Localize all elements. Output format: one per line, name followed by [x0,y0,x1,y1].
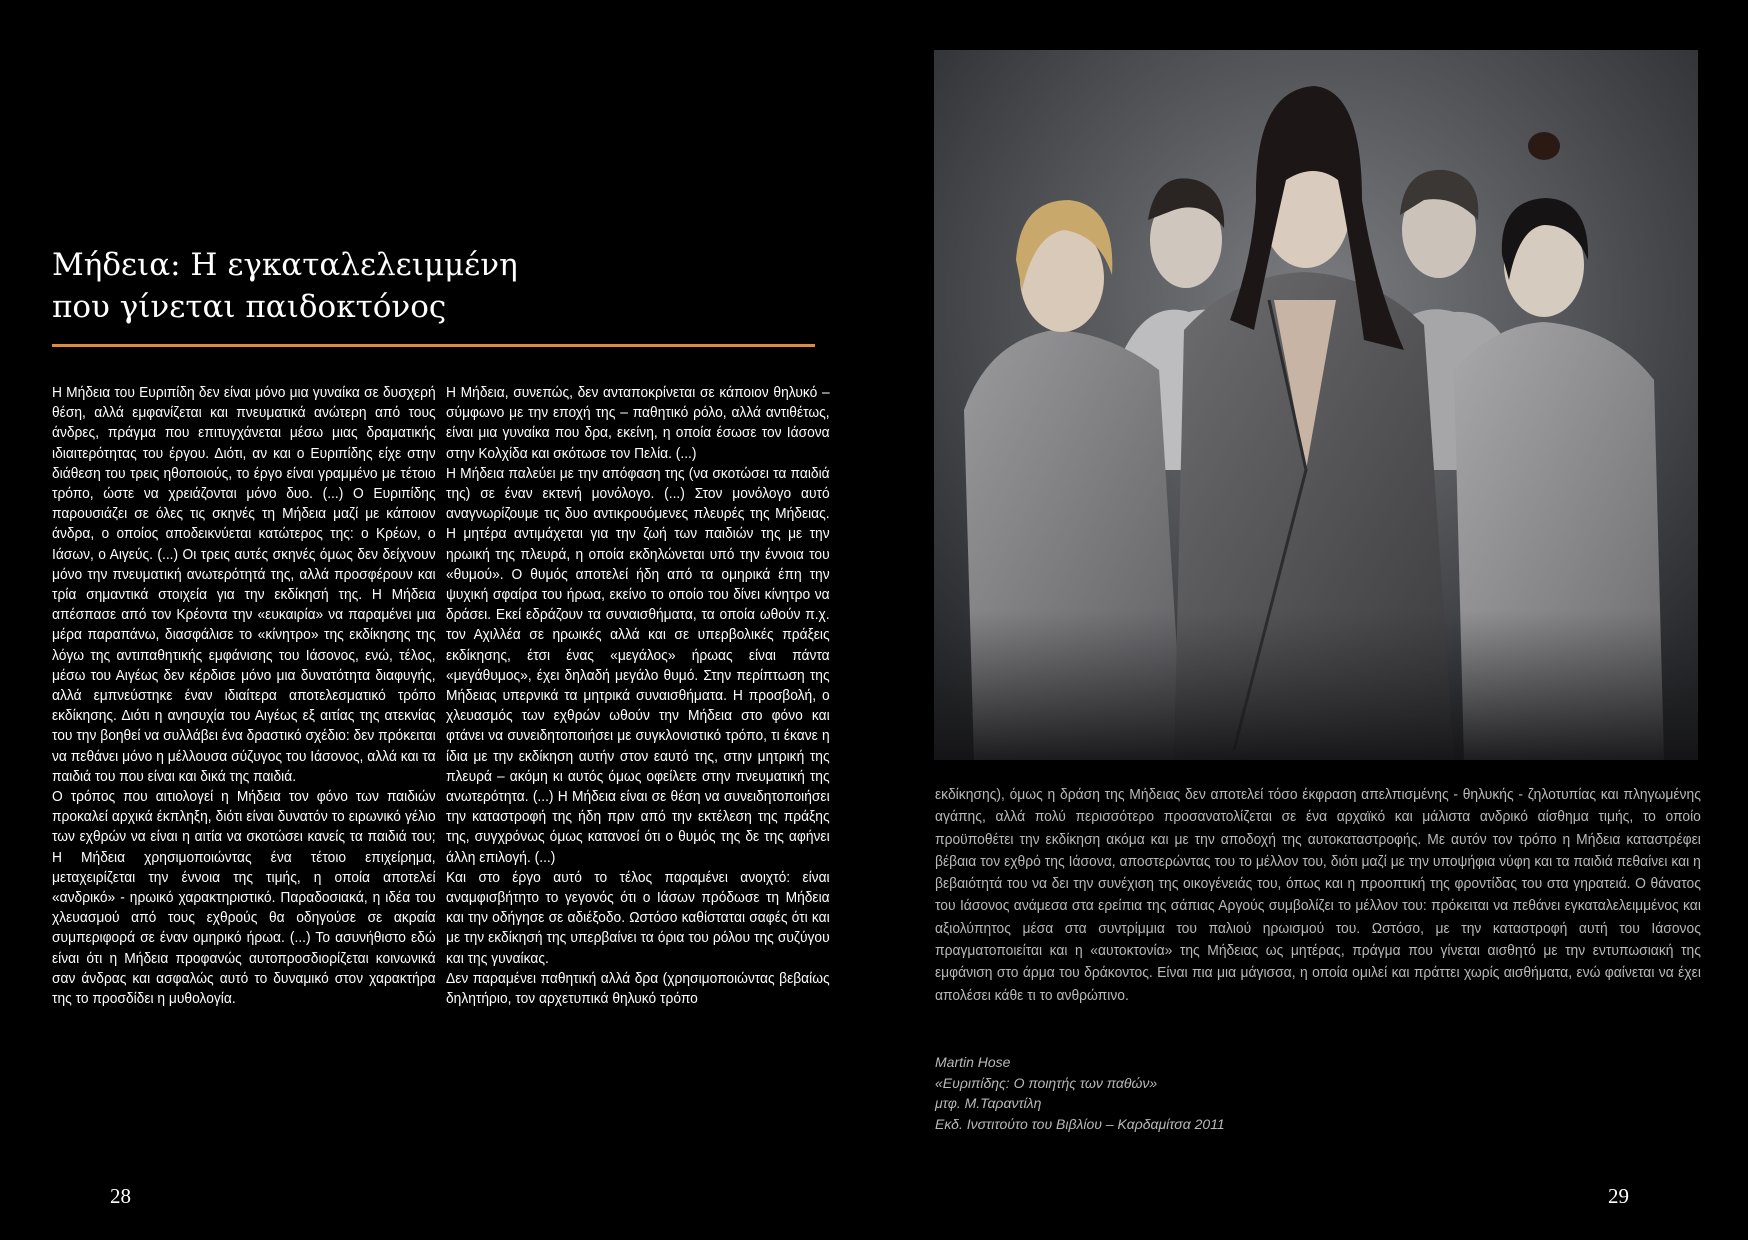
credit-translator: μτφ. Μ.Ταραντίλη [935,1095,1042,1111]
paragraph: Η Μήδεια του Ευριπίδη δεν είναι μόνο μια γυναίκα σε δυσχερή θέση, αλλά εμφανίζεται και πνευματικά ανώτερη από τους άνδρες, πράγμα που επιτυγχάνεται μέσω μιας δραματικής ιδιαιτερότητας του έργου. Διότι, αν και ο Ευριπίδης είχε στην διάθεση του τρεις ηθοποιούς, το έργο είναι γραμμένο με τέτοιο τρόπο, ώστε να χρειάζονται μόνο δυο. (...) Ο Ευριπίδης παρουσιάζει σε όλες τις σκηνές τη Μήδεια μαζί με κάποιον άνδρα, ο οποίος αποδεικνύεται κατώτερος της: ο Κρέων, ο Ιάσων, ο Αιγεύς. (...) Οι τρεις αυτές σκηνές όμως δεν δείχνουν μόνο την πνευματική ανωτερότητά της, αλλά προσφέρουν και τρία σημαντικά στοιχεία για την εκδίκησή της. Η Μήδεια απέσπασε από τον Κρέοντα την «ευκαιρία» να παραμένει μια μέρα παραπάνω, διασφάλισε το «κίνητρο» της εκδίκησης της λόγω της αντιπαθητικής εμφάνισης του Ιάσονος, ενώ, τέλος, μέσω του Αιγέως δεν κέρδισε μόνο μια δυνατότητα διαφυγής, αλλά εμπνεύστηκε έναν ιδιαίτερα αποτελεσματικό τρόπο εκδίκησης. Διότι η ανησυχία του Αιγέως εξ αιτίας της ατεκνίας του την βοηθεί να συλλάβει ένα δραστικό σχέδιο: δεν πρόκειται να πεθάνει μόνο η μέλλουσα σύζυγος του Ιάσονος, αλλά και τα παιδιά του που είναι και δικά της παιδιά. [52,384,436,785]
page-number-left: 28 [110,1184,131,1208]
title-divider [52,344,815,347]
text-column-middle [446,383,830,1009]
paragraph: Η Μήδεια παλεύει με την απόφαση της (να σκοτώσει τα παιδιά της) σε έναν εκτενή μονόλογο. (...) Στον μονόλογο αυτό αναγνωρίζουμε τις δυο αντικρουόμενες πλευρές της Μήδειας. Η μητέρα αντιμάχεται για την ζωή των παιδιών της με την ηρωική της πλευρά, η οποία εκδηλώνεται υπό την έννοια του «θυμού». Ο θυμός αποτελεί ήδη από τα ομηρικά έπη την ψυχική σφαίρα του ήρωα, εκείνο το οποίο του δίνει κίνητρο να δράσει. Εκεί εδράζουν τα συναισθήματα, τα οποία ωθούν π.χ. τον Αχιλλέα σε ηρωικές αλλά και σε υπερβολικές πράξεις εκδίκησης, έτσι ένας «μεγάλος» ήρωας είναι πάντα «μεγάθυμος», έχει δηλαδή μεγάλο θυμό. Στην περίπτωση της Μήδειας υπερνικά τα μητρικά συναισθήματα. Η προσβολή, ο χλευασμός των εχθρών ωθούν την Μήδεια στο φόνο και φτάνει να συνειδητοποιήσει με συγκλονιστικό τρόπο, τι έκανε η ίδια με την εκδίκηση αυτήν στον εαυτό της, στην μητρική της πλευρά – ακόμη κι αυτός όμως οφείλετε στην πνευματική της ανωτερότητα. (...) Η Μήδεια είναι σε θέση να συνειδητοποιήσει την καταστροφή της ήδη πριν από την εκτέλεση της πράξης της, συγχρόνως όμως κατανοεί ότι ο θυμός της δε της αφήνει άλλη επιλογή. (...) [446,464,830,866]
paragraph: Η Μήδεια, συνεπώς, δεν ανταποκρίνεται σε κάποιον θηλυκό – σύμφωνο με την εποχή της – παθητικό ρόλο, αλλά αντιθέτως, είναι μια γυναίκα που δρα, εκείνη, η οποία έσωσε τον Ιάσονα στην Κολχίδα και σκότωσε τον Πελία. (...) [446,384,830,462]
credit-book: «Ευριπίδης: Ο ποιητής των παθών» [935,1074,1158,1091]
paragraph: Και στο έργο αυτό το τέλος παραμένει ανοιχτό: είναι αναμφισβήτητο το γεγονός ότι ο Ιάσων πρόδωσε τη Μήδεια και την οδήγησε σε αδιέξοδο. Ωστόσο καθίσταται σαφές ότι και με την εκδίκησή της υπερβαίνει τα όρια του ρόλου της συζύγου και της γυναίκας. [446,868,830,967]
cast-photo [934,50,1698,760]
text-column-right [935,784,1701,1007]
article-title-line-2: που γίνεται παιδοκτόνος [52,289,447,325]
paragraph: Δεν παραμένει παθητική αλλά δρα (χρησιμοποιώντας βεβαίως δηλητήριο, τον αρχετυπικά θηλυκό τρόπο [446,969,830,1008]
source-credit [935,1052,1225,1134]
text-column-left [52,383,436,1009]
page-number-right: 29 [1608,1184,1629,1208]
paragraph: εκδίκησης), όμως η δράση της Μήδειας δεν αποτελεί τόσο έκφραση απελπισμένης - θηλυκής - ζηλοτυπίας και πληγωμένης αγάπης, αλλά πολύ περισσότερο προσανατολίζεται σε ένα αρχαϊκό και μάλιστα ανδρικό αίσθημα τιμής, το οποίο προϋποθέτει την εκδίκηση ακόμα και με την αποδοχή της αυτοκαταστροφής. Με αυτόν τον τρόπο η Μήδεια καταστρέφει βέβαια τον εχθρό της Ιάσονα, αποστερώντας του το μέλλον του, διότι μαζί με την υποψήφια νύφη και τα παιδιά πεθαίνει και η βεβαιότητά του να δει την συνέχιση της οικογένειάς του, όπως και η προοπτική της φροντίδας του στα γηρατειά. Ο θάνατος του Ιάσονος ανάμεσα στα ερείπια της σάπιας Αργούς συμβολίζει το μέλλον του: πρόκειται να πεθάνει εγκαταλελειμμένος και αξιολύπητος μέσα στα συντρίμμια του παλιού ηρωισμού του. Ωστόσο, με την καταστροφή αυτή του Ιάσονος πραγματοποιείται και η «αυτοκτονία» της Μήδειας ως μητέρας, πράγμα που γίνεται αισθητό με την εντυπωσιακή της εμφάνιση στο άρμα του δράκοντος. Είναι πια μια μάγισσα, η οποία ομιλεί και πράττει χωρίς αισθήματα, ενώ φαίνεται να έχει απολέσει κάθε τι το ανθρώπινο. [935,786,1701,1004]
credit-author: Martin Hose [935,1054,1011,1070]
article-title [52,244,832,328]
article-title-line-1: Μήδεια: Η εγκαταλελειμμένη [52,247,518,283]
credit-publisher: Εκδ. Ινστιτούτο του Βιβλίου – Καρδαμίτσα 2011 [935,1115,1225,1132]
paragraph: Ο τρόπος που αιτιολογεί η Μήδεια τον φόνο των παιδιών προκαλεί αρχικά έκπληξη, διότι είναι δυνατόν το ειρωνικό γέλιο των εχθρών να είναι η αιτία να σκοτώσει κανείς τα παιδιά του; Η Μήδεια χρησιμοποιώντας ένα τέτοιο επιχείρημα, μεταχειρίζεται την έννοια της τιμής, η οποία αποτελεί «ανδρικό» - ηρωικό χαρακτηριστικό. Παραδοσιακά, η ιδέα του χλευασμού από τους εχθρούς θα οδηγούσε σε ακραία συμπεριφορά σε έναν ομηρικό ήρωα. (...) Το ασυνήθιστο εδώ είναι ότι η Μήδεια προφανώς αυτοπροσδιορίζεται κοινωνικά σαν άνδρας και ασφαλώς αυτό το δυναμικό στον χαρακτήρα της το προσδίδει η μυθολογία. [52,788,436,1008]
